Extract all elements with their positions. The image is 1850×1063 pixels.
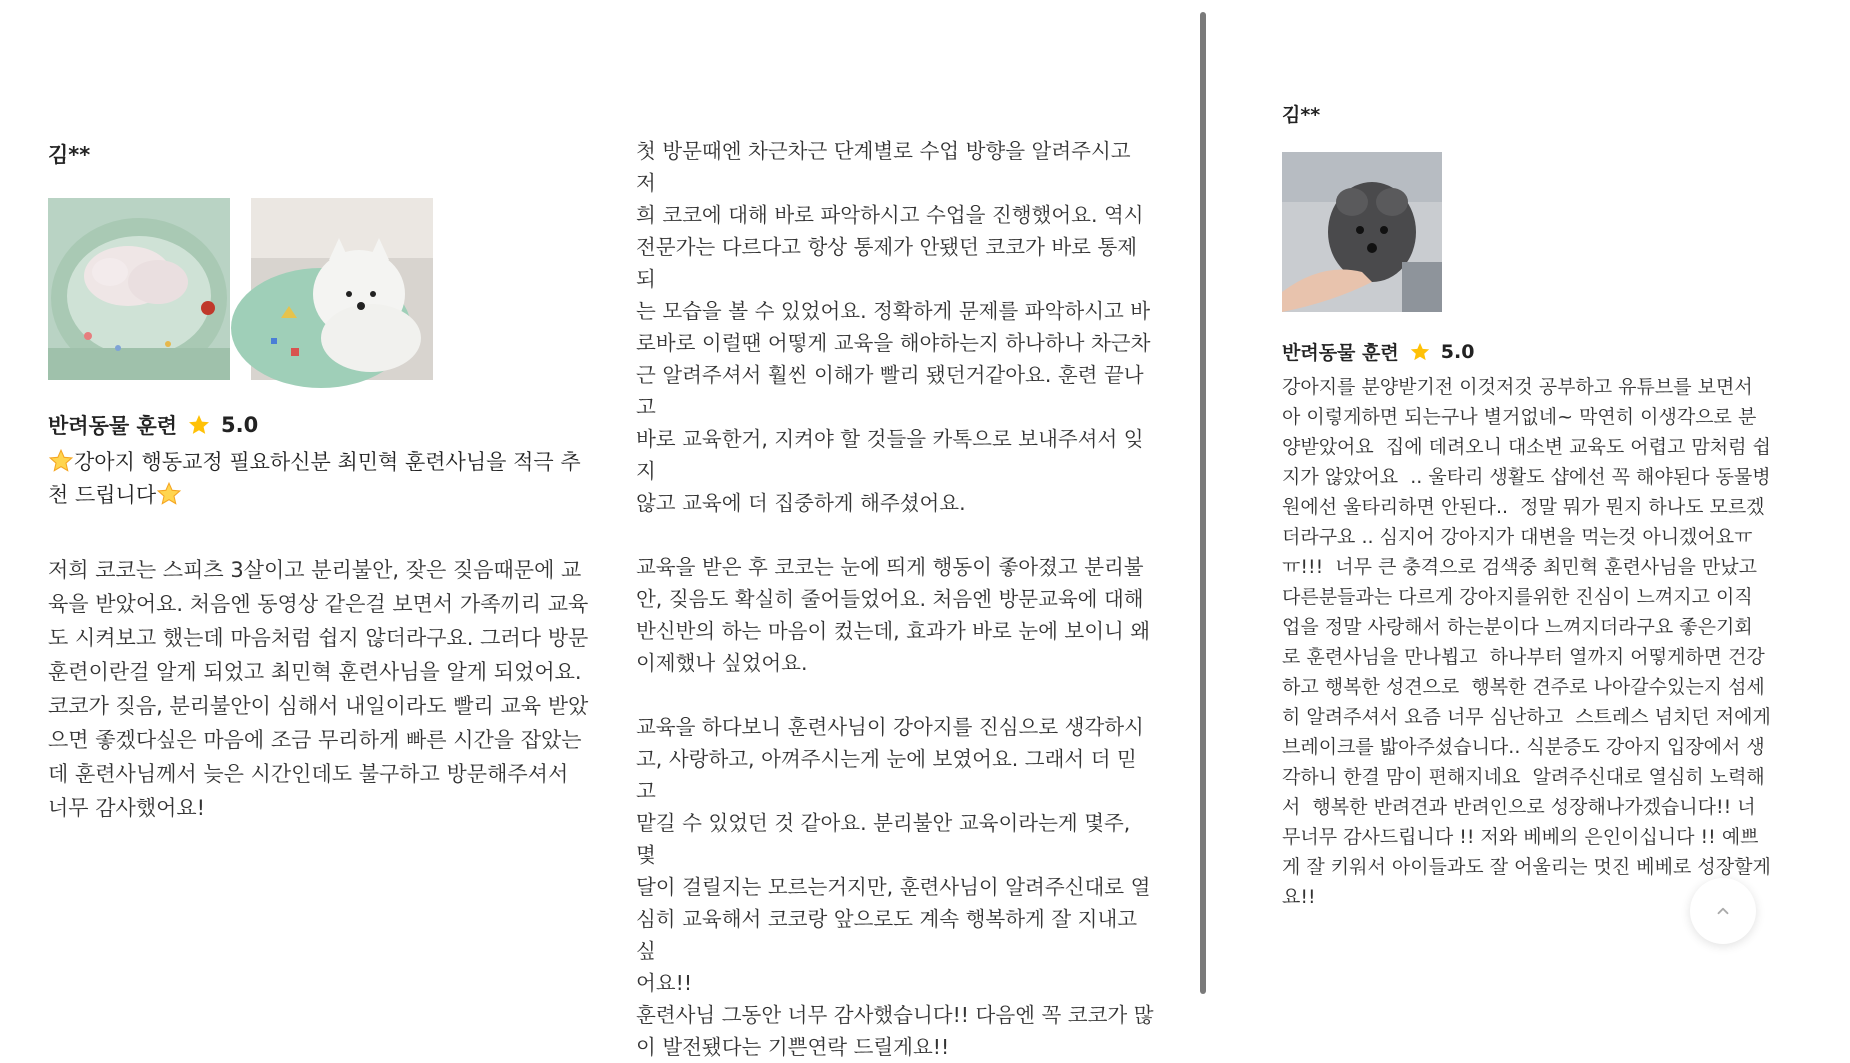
rating-value: 5.0 — [221, 413, 259, 437]
review-photo-2[interactable] — [251, 198, 433, 380]
review-body-col1: 저희 코코는 스피츠 3살이고 분리불안, 잦은 짖음때문에 교 육을 받았어요. 처음엔 동영상 같은걸 보면서 가족끼리 교육 도 시켜보고 했는데 마음처럼 쉽지 않더라구요. 그러다 방문 훈련이란걸 알게 되었고 최민혁 훈련사님을 알게 되었어요. 코코가 짖음, 분리불안이 심해서 내일이라도 빨리 교육 받았 으면 좋겠다싶은 마음에 조금 무리하게 빠른 시간을 잡았는 데 훈련사님께서 늦은 시간인데도 불구하고 방문해주셔서 너무 감사했어요! — [48, 558, 589, 820]
scroll-to-top-button[interactable] — [1690, 878, 1756, 944]
category-label: 반려동물 훈련 — [48, 414, 178, 438]
headline-text: 강아지 행동교정 필요하신분 최민혁 훈련사님을 적극 추천 드립니다 — [48, 450, 581, 507]
star-emoji-icon — [156, 481, 182, 507]
dog-photo-sleeping-pink-bed-icon — [48, 198, 230, 380]
chevron-up-icon — [1714, 902, 1732, 920]
rating-row — [48, 410, 258, 440]
star-icon — [1409, 341, 1431, 363]
panel-bottom-fade — [1206, 912, 1850, 1000]
category-label: 반려동물 훈련 — [1282, 342, 1399, 364]
reviewer-name: 김** — [48, 143, 91, 167]
star-icon — [187, 413, 211, 437]
review-photo-1[interactable] — [1282, 152, 1442, 312]
dog-photo-spitz-lying-icon — [251, 198, 433, 380]
star-emoji-icon — [48, 448, 74, 474]
review-body-col2: 첫 방문때엔 차근차근 단계별로 수업 방향을 알려주시고 저 희 코코에 대해 바로 파악하시고 수업을 진행했어요. 역시 전문가는 다르다고 항상 통제가 안됐던 코코가 바로 통제되 는 모습을 볼 수 있었어요. 정확하게 문제를 파악하시고 바 로바로 이럴땐 어떻게 교육을 해야하는지 하나하나 차근차 근 알려주셔서 훨씬 이해가 빨리 됐던거같아요. 훈련 끝나고 바로 교육한거, 지켜야 할 것들을 카톡으로 보내주셔서 잊지 않고 교육에 더 집중하게 해주셨어요. 교육을 받은 후 코코는 눈에 띄게 행동이 좋아졌고 분리불 안, 짖음도 확실히 줄어들었어요. 처음엔 방문교육에 대해 반신반의 하는 마음이 컸는데, 효과가 바로 눈에 보이니 왜 이제했나 싶었어요. 교육을 하다보니 훈련사님이 강아지를 진심으로 생각하시 고, 사랑하고, 아껴주시는게 눈에 보였어요. 그래서 더 믿고 맡길 수 있었던 것 같아요. 분리불안 교육이라는게 몇주, 몇 달이 걸릴지는 모르는거지만, 훈련사님이 알려주신대로 열 심히 교육해서 코코랑 앞으로도 계속 행복하게 잘 지내고싶 어요!! 훈련사님 그동안 너무 감사했습니다!! 다음엔 꼭 코코가 많 이 발전됐다는 기쁜연락 드릴게요!! — [636, 139, 1154, 1059]
rating-row — [1282, 338, 1474, 365]
review-body: 강아지를 분양받기전 이것저것 공부하고 유튜브를 보면서 아 이렇게하면 되는구나 별거없네~ 막연히 이생각으로 분 양받았어요 집에 데려오니 대소변 교육도 어렵고 맘처럼 쉽 지가 않았어요 .. 울타리 생활도 샵에선 꼭 해야된다 동물병 원에선 울타리하면 안된다.. 정말 뭐가 뭔지 하나도 모르겠 더라구요 .. 심지어 강아지가 대변을 먹는것 아니겠어요ㅠ ㅠ!!! 너무 큰 충격으로 검색중 최민혁 훈련사님을 만났고 다른분들과는 다르게 강아지를위한 진심이 느껴지고 이직 업을 정말 사랑해서 하는분이다 느껴지더라구요 좋은기회 로 훈련사님을 만나뵙고 하나부터 열까지 어떻게하면 건강 하고 행복한 성견으로 행복한 견주로 나아갈수있는지 섬세 히 알려주셔서 요즘 너무 심난하고 스트레스 넘치던 저에게 브레이크를 밟아주셨습니다.. 식분증도 강아지 입장에서 생 각하니 한결 맘이 편해지네요 알려주신대로 열심히 노력해 서 행복한 반려견과 반려인으로 성장해나가겠습니다!! 너 무너무 감사드립니다 !! 저와 베베의 은인이십니다 !! 예쁘 게 잘 키워서 아이들과도 잘 어울리는 멋진 베베로 성장할게 요!! — [1282, 376, 1771, 908]
rating-value: 5.0 — [1440, 340, 1475, 363]
dog-photo-grey-poodle-icon — [1282, 152, 1442, 312]
review-photo-1[interactable] — [48, 198, 230, 380]
reviewer-name: 김** — [1282, 104, 1321, 126]
review-card-right — [1206, 0, 1850, 1000]
review-headline — [48, 446, 600, 512]
